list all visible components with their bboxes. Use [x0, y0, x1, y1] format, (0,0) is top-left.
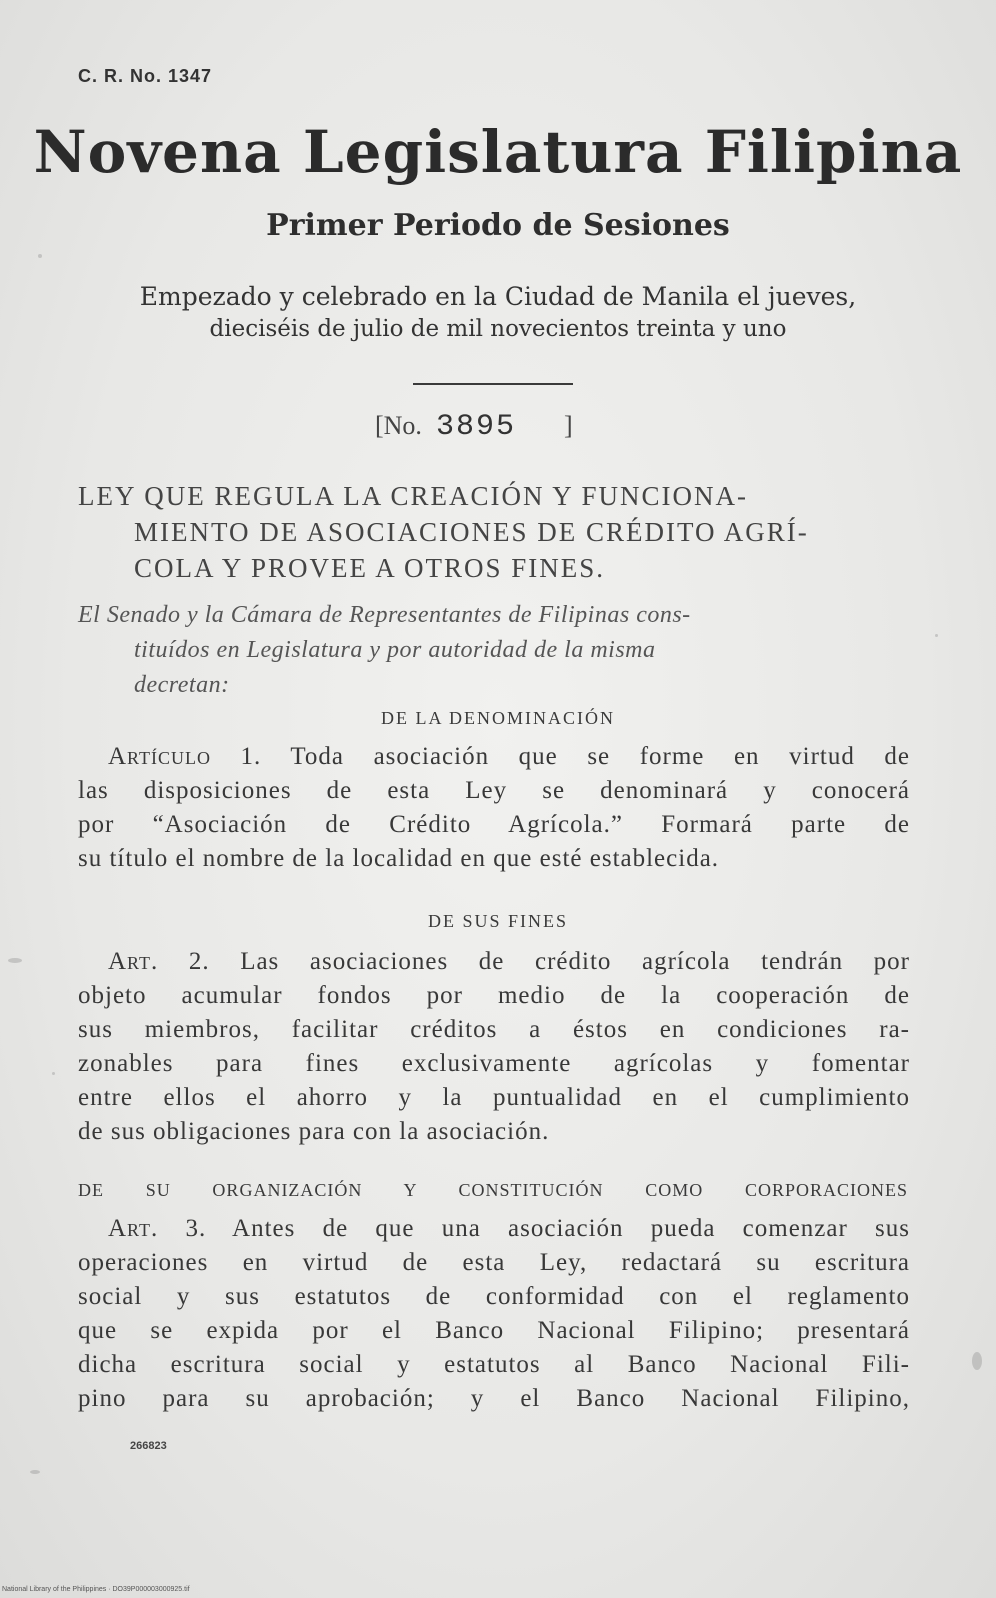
article-2 — [78, 945, 910, 1149]
article-label: Art. 2. — [108, 948, 210, 975]
enacting-clause-line: decretan: — [134, 672, 230, 698]
article-line: Artículo 1. Toda asociación que se forme en virtud de — [108, 743, 910, 770]
enacting-clause-line: El Senado y la Cámara de Representantes de Filipinas cons- — [78, 602, 691, 628]
scan-speck — [30, 1470, 40, 1474]
session-date-line-1: Empezado y celebrado en la Ciudad de Manila el jueves, — [139, 282, 857, 311]
printer-code: 266823 — [130, 1440, 167, 1452]
article-line: que se expida por el Banco Nacional Filipino; presentará — [78, 1317, 910, 1344]
scan-credit: National Library of the Philippines · DO39P000003000925.tif — [2, 1586, 190, 1593]
section-heading-organizacion: DE SU ORGANIZACIÓN Y CONSTITUCIÓN COMO CORPORACIONES — [78, 1180, 908, 1200]
article-line: su título el nombre de la localidad en que esté establecida. — [78, 845, 720, 872]
article-1 — [78, 740, 910, 876]
scan-speck — [8, 958, 22, 963]
article-label: Art. 3. — [108, 1215, 207, 1242]
article-line: operaciones en virtud de esta Ley, redactará su escritura — [78, 1249, 910, 1276]
legislature-title: Novena Legislatura Filipina — [33, 118, 963, 186]
article-line: Art. 2. Las asociaciones de crédito agrícola tendrán por — [108, 948, 910, 975]
article-line: sus miembros, facilitar créditos a éstos en condiciones ra- — [78, 1016, 910, 1043]
enacting-clause-line: tituídos en Legislatura y por autoridad de la misma — [134, 637, 656, 663]
cr-number: C. R. No. 1347 — [78, 66, 213, 86]
divider-rule — [413, 383, 573, 385]
article-3 — [78, 1212, 910, 1416]
article-line: zonables para fines exclusivamente agrícolas y fomentar — [78, 1050, 910, 1077]
article-label: Artículo 1. — [108, 743, 262, 770]
article-line: Art. 3. Antes de que una asociación pueda comenzar sus — [108, 1215, 910, 1242]
enacting-clause — [78, 598, 908, 703]
article-line: objeto acumular fondos por medio de la cooperación de — [78, 982, 910, 1009]
article-line: entre ellos el ahorro y la puntualidad en el cumplimiento — [78, 1084, 910, 1111]
session-date-line-2: dieciséis de julio de mil novecientos treinta y uno — [209, 316, 787, 342]
law-number-close: ] — [563, 411, 573, 440]
law-title — [78, 478, 908, 586]
law-title-line: MIENTO DE ASOCIACIONES DE CRÉDITO AGRÍ- — [134, 517, 809, 547]
scan-speck — [972, 1352, 982, 1370]
scan-speck — [52, 1072, 55, 1075]
article-line: por “Asociación de Crédito Agrícola.” Formará parte de — [78, 811, 910, 838]
section-heading-fines: DE SUS FINES — [427, 911, 569, 931]
article-line: social y sus estatutos de conformidad con el reglamento — [78, 1283, 910, 1310]
article-line: de sus obligaciones para con la asociación. — [78, 1118, 550, 1145]
article-line: pino para su aprobación; y el Banco Nacional Filipino, — [78, 1385, 910, 1412]
session-period-title: Primer Periodo de Sesiones — [266, 208, 730, 243]
article-line: las disposiciones de esta Ley se denominará y conocerá — [78, 777, 910, 804]
law-title-line: LEY QUE REGULA LA CREACIÓN Y FUNCIONA- — [78, 481, 748, 511]
scan-speck — [935, 634, 938, 637]
article-line: dicha escritura social y estatutos al Banco Nacional Fili- — [78, 1351, 910, 1378]
law-number — [375, 410, 573, 444]
scan-speck — [38, 254, 42, 258]
section-heading-denominacion: DE LA DENOMINACIÓN — [381, 708, 615, 728]
law-title-line: COLA Y PROVEE A OTROS FINES. — [134, 553, 606, 583]
law-number-open: [No. — [375, 411, 422, 440]
law-number-value: 3895 — [435, 410, 516, 444]
